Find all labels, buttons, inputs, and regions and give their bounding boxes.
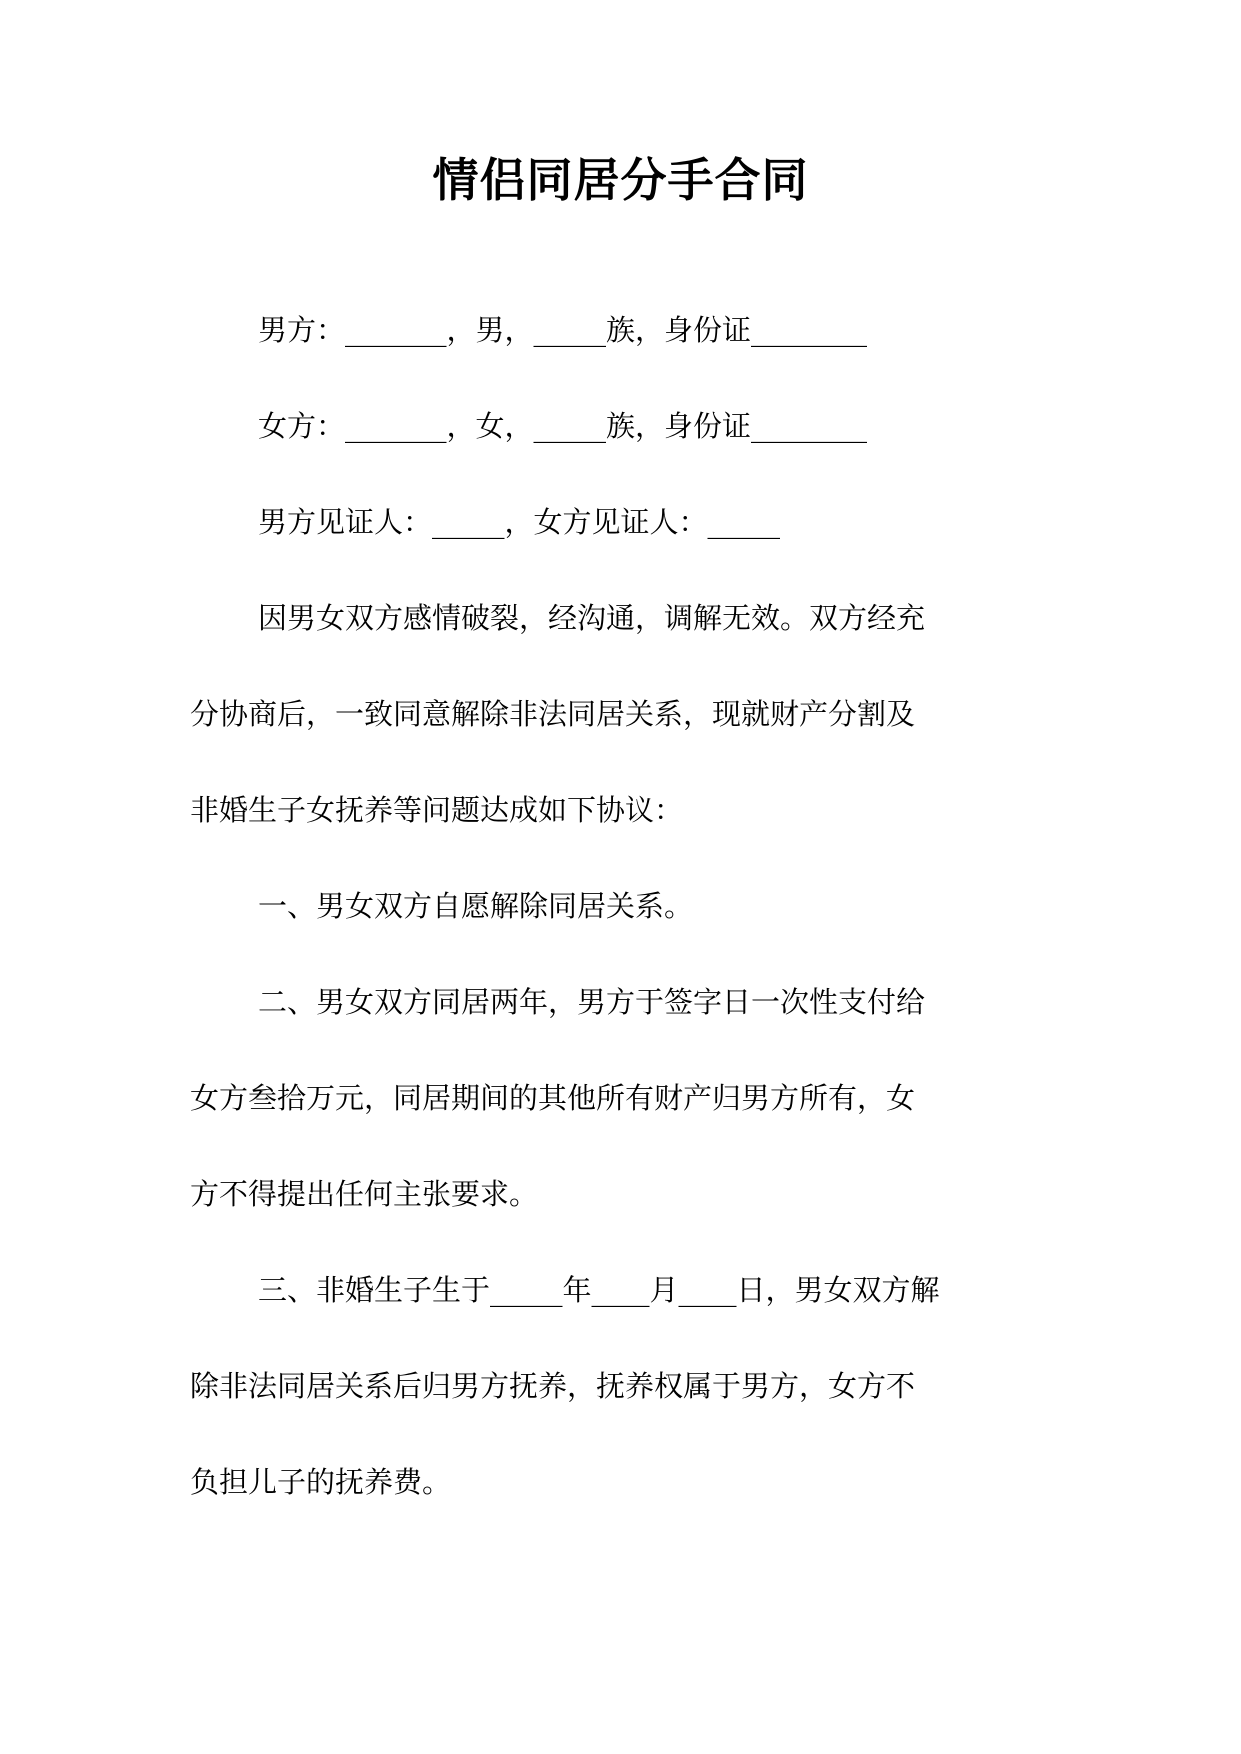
clause-2-line: 女方叁拾万元，同居期间的其他所有财产归男方所有，女 bbox=[190, 1081, 916, 1115]
preamble-line: 非婚生子女抚养等问题达成如下协议： bbox=[190, 793, 684, 827]
witness-line: 男方见证人：_____，女方见证人：_____ bbox=[258, 505, 781, 539]
clause-1-line: 一、男女双方自愿解除同居关系。 bbox=[258, 889, 694, 923]
clause-3-line: 除非法同居关系后归男方抚养，抚养权属于男方，女方不 bbox=[190, 1369, 916, 1403]
preamble-line: 因男女双方感情破裂，经沟通，调解无效。双方经充 bbox=[258, 601, 926, 635]
clause-3-line: 三、非婚生子生于_____年____月____日，男女双方解 bbox=[258, 1273, 940, 1307]
clause-2-line: 二、男女双方同居两年，男方于签字日一次性支付给 bbox=[258, 985, 926, 1019]
document-title: 情侣同居分手合同 bbox=[432, 153, 809, 207]
female-party-line: 女方：_______，女，_____族，身份证________ bbox=[258, 409, 868, 443]
preamble-line: 分协商后，一致同意解除非法同居关系，现就财产分割及 bbox=[190, 697, 916, 731]
clause-3-line: 负担儿子的抚养费。 bbox=[190, 1465, 452, 1499]
clause-2-line: 方不得提出任何主张要求。 bbox=[190, 1177, 539, 1211]
male-party-line: 男方：_______，男，_____族，身份证________ bbox=[258, 313, 868, 347]
